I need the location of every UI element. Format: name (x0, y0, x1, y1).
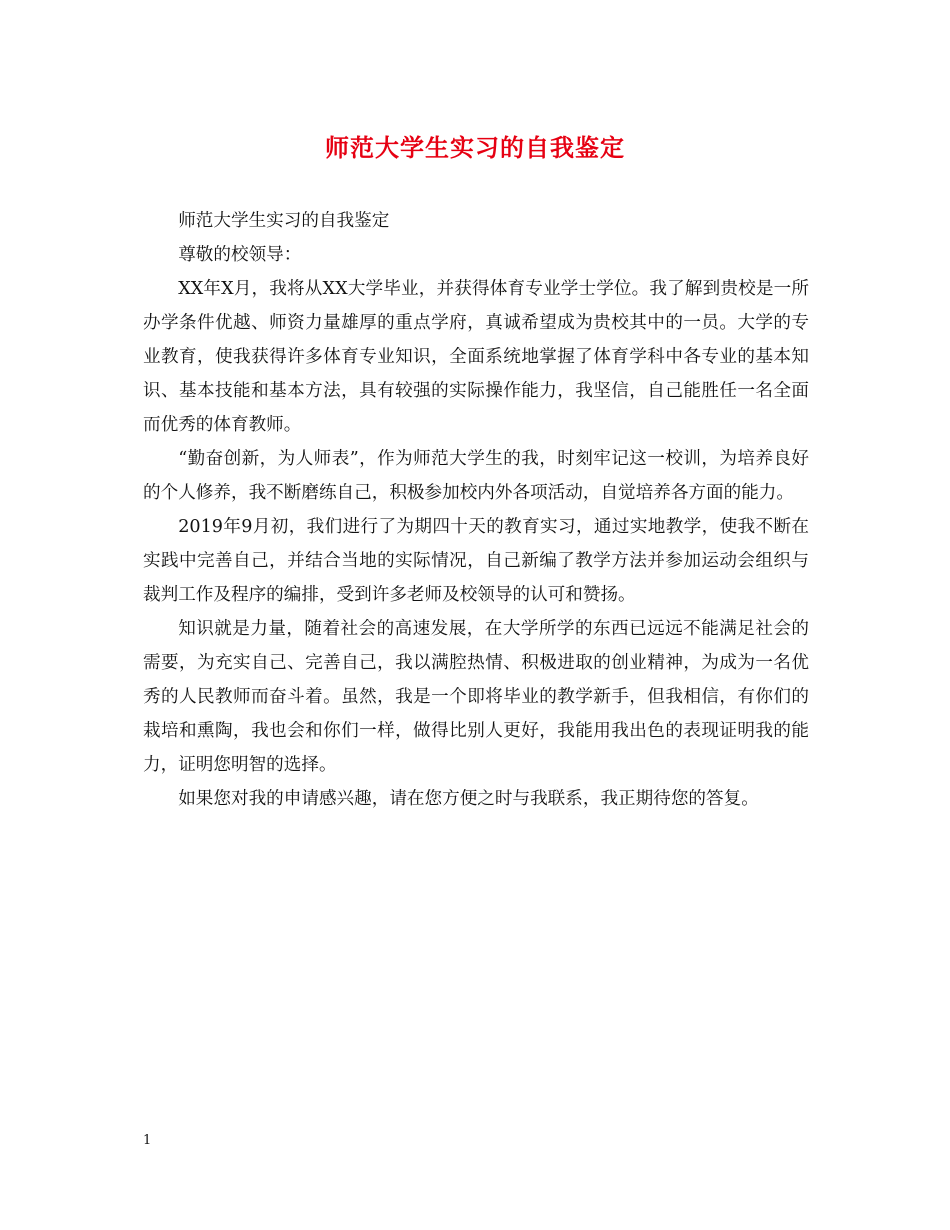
page-number: 1 (143, 1133, 152, 1148)
paragraph-motto: “勤奋创新，为人师表”，作为师范大学生的我，时刻牢记这一校训，为培养良好的个人修养，我不断磨练自己，积极参加校内外各项活动，自觉培养各方面的能力。 (143, 449, 809, 503)
document-title: 师范大学生实习的自我鉴定 (325, 133, 625, 162)
paragraph-education: XX年X月，我将从XX大学毕业，并获得体育专业学士学位。我了解到贵校是一所办学条件优越、师资力量雄厚的重点学府，真诚希望成为贵校其中的一员。大学的专业教育，使我获得许多体育专业知识，全面系统地掌握了体育学科中各专业的基本知识、基本技能和基本方法，具有较强的实际操作能力，我坚信，自己能胜任一名全面而优秀的体育教师。 (143, 279, 809, 435)
document-body (143, 204, 809, 816)
salutation: 尊敬的校领导： (178, 245, 302, 265)
paragraph-knowledge: 知识就是力量，随着社会的高速发展，在大学所学的东西已远远不能满足社会的需要，为充实自己、完善自己，我以满腔热情、积极进取的创业精神，为成为一名优秀的人民教师而奋斗着。虽然，我是一个即将毕业的教学新手，但我相信，有你们的栽培和熏陶，我也会和你们一样，做得比别人更好，我能用我出色的表现证明我的能力，证明您明智的选择。 (143, 619, 809, 775)
paragraph-closing: 如果您对我的申请感兴趣，请在您方便之时与我联系，我正期待您的答复。 (178, 789, 759, 809)
body-heading: 师范大学生实习的自我鉴定 (178, 211, 390, 231)
paragraph-internship: 2019年9月初，我们进行了为期四十天的教育实习，通过实地教学，使我不断在实践中完善自己，并结合当地的实际情况，自己新编了教学方法并参加运动会组织与裁判工作及程序的编排，受到许多老师及校领导的认可和赞扬。 (143, 517, 809, 605)
